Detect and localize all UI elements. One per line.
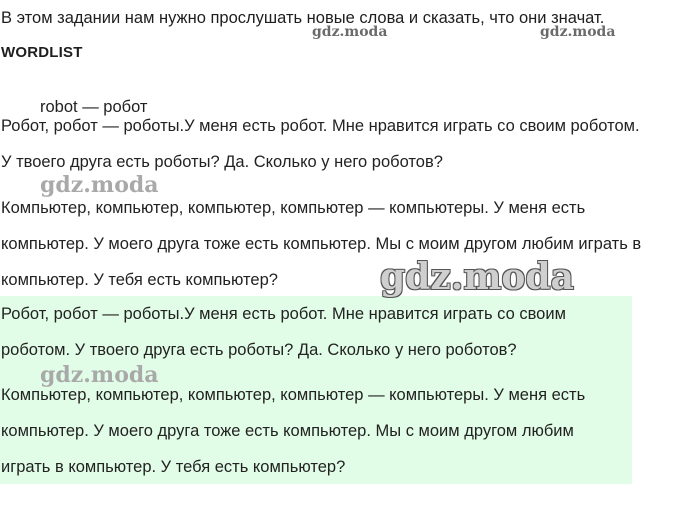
highlighted-paragraph-robot: Робот, робот — роботы.У меня есть робот. Мне нравится играть со своим роботом. У твоего друга есть роботы? Да. Сколько у него роботов?	[1, 305, 566, 359]
highlighted-paragraph-computer: Компьютер, компьютер, компьютер, компьютер — компьютеры. У меня есть компьютер. У моего друга тоже есть компьютер. Мы с моим другом любим играть в компьютер. У тебя есть компьютер?	[1, 386, 586, 476]
paragraph-computer: Компьютер, компьютер, компьютер, компьютер — компьютеры. У меня есть компьютер. У моего друга тоже есть компьютер. Мы с моим другом любим играть в компьютер. У тебя есть компьютер?	[1, 199, 642, 289]
clipped-word-line: robot — робот	[40, 98, 148, 116]
watermark: gdz.moda	[40, 362, 159, 388]
task-intro-text: В этом задании нам нужно прослушать новые слова и сказать, что они значат.	[1, 9, 605, 27]
watermark: gdz.moda	[380, 256, 574, 298]
paragraph-robot: Робот, робот — роботы.У меня есть робот. Мне нравится играть со своим роботом. У твоего друга есть роботы? Да. Сколько у него роботов?	[1, 117, 640, 171]
watermark: gdz.moda	[40, 172, 159, 198]
watermark: gdz.moda	[540, 24, 616, 40]
watermark: gdz.moda	[312, 24, 388, 40]
wordlist-heading: WORDLIST	[1, 44, 83, 61]
